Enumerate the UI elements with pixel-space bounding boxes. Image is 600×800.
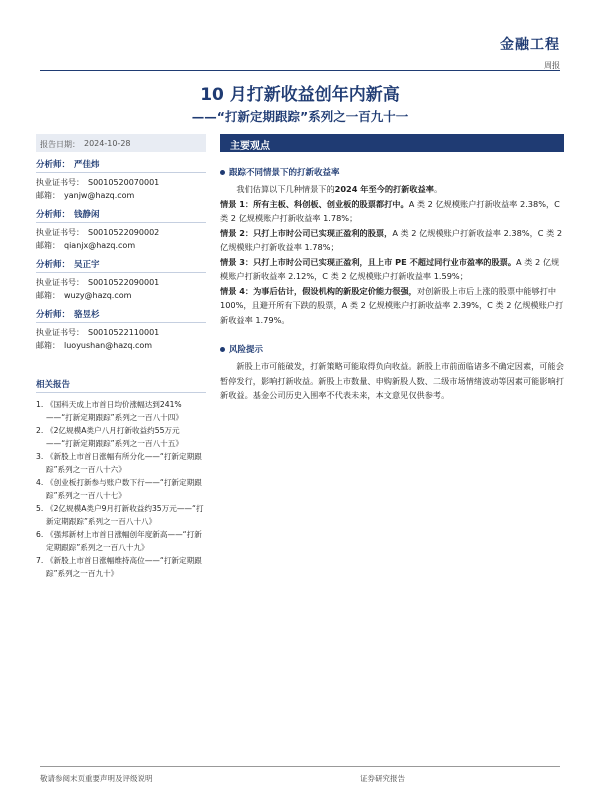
bullet-heading-text: 风险提示: [229, 345, 264, 355]
analyst-role: 分析师：: [36, 160, 71, 170]
analyst-role: 分析师：: [36, 310, 71, 320]
bullet-heading-text: 跟踪不同情景下的打新收益率: [229, 168, 340, 178]
scenario-2: [220, 226, 564, 255]
analyst-card: [36, 208, 206, 252]
scenario-3: [220, 255, 564, 284]
item-text: 《2亿规模A类户八月打新收益约55万元——“打新定期跟踪”系列之一百八十五》: [46, 426, 183, 448]
item-text: 《国科天成上市首日均价涨幅达到241%——“打新定期跟踪”系列之一百八十四》: [46, 400, 183, 422]
scenario-label: 情景 3：只打上市时公司已实现正盈利，且上市 PE 不超过同行业市盈率的股票。: [220, 256, 517, 267]
brand-block: [500, 34, 560, 71]
cert-number: S0010520070001: [88, 178, 160, 187]
list-item[interactable]: [36, 477, 206, 502]
risk-text: 新股上市可能破发，打新策略可能取得负向收益。新股上市前面临诸多不确定因素，可能会暂停发行，影响打新收益。新股上市数量、申购新股人数、二级市场情绪波动等因素可能影响打新收益。基金公司历史入围率不代表未来，本文意见仅供参考。: [220, 361, 564, 400]
item-number: 2.: [36, 426, 44, 435]
main-column: [220, 134, 564, 403]
item-number: 5.: [36, 504, 44, 513]
analyst-role: 分析师：: [36, 260, 71, 270]
scenario-text: A 类 2 亿规模账户打新收益率 2.12%，C 类 2 亿规模账户打新收益率 1.59%；: [220, 256, 560, 281]
related-reports-list: [36, 399, 206, 580]
scenario-text: A 类 2 亿规模账户打新收益率 2.38%，C 类 2 亿规模账户打新收益率 1.78%；: [220, 227, 563, 252]
report-date-bar: [36, 134, 206, 152]
bottom-divider: [40, 766, 560, 767]
list-item[interactable]: [36, 399, 206, 424]
item-number: 4.: [36, 478, 44, 487]
email-link[interactable]: wuzy@hazq.com: [64, 291, 132, 300]
list-item[interactable]: [36, 425, 206, 450]
intro-bold: 2024 年至今的打新收益率: [334, 184, 434, 194]
item-text: 《新股上市首日涨幅维持高位——“打新定期跟踪”系列之一百九十》: [46, 556, 202, 578]
top-divider: [40, 70, 560, 71]
scenario-4: [220, 284, 564, 328]
cert-label: 执业证书号：: [36, 178, 84, 187]
intro-end: 。: [433, 184, 443, 194]
item-number: 1.: [36, 400, 44, 409]
bullet-dot-icon: [220, 347, 225, 352]
tracking-paragraph: [220, 182, 564, 327]
scenario-text: 对创新股上市后上涨的股票中能够打中 100%，且避开所有下跌的股票，A 类 2 亿规模账户打新收益率 2.39%，C 类 2 亿规模账户打新收益率 1.79%。: [220, 285, 564, 325]
item-number: 7.: [36, 556, 44, 565]
cert-label: 执业证书号：: [36, 228, 84, 237]
email-link[interactable]: yanjw@hazq.com: [64, 191, 135, 200]
email-label: 邮箱：: [36, 241, 60, 250]
section-title: 主要观点: [220, 134, 564, 152]
item-text: 《创业板打新参与账户数下行——“打新定期跟踪”系列之一百八十七》: [46, 478, 202, 500]
page-subtitle: ——“打新定期跟踪”系列之一百九十一: [191, 109, 409, 124]
item-number: 3.: [36, 452, 44, 461]
bullet-heading: [220, 343, 564, 355]
cert-number: S0010522110001: [88, 328, 160, 337]
footer-disclaimer: 敬请参阅末页重要声明及评级说明: [40, 774, 153, 783]
scenario-label: 情景 4：为事后估计，假设机构的新股定价能力很强，: [220, 285, 417, 296]
brand-name: 金融工程: [500, 37, 560, 53]
report-type: 周报: [544, 61, 560, 70]
item-text: 《2亿规模A类户9月打新收益约35万元——“打新定期跟踪”系列之一百八十八》: [46, 504, 204, 526]
cert-label: 执业证书号：: [36, 278, 84, 287]
email-link[interactable]: qianjx@hazq.com: [64, 241, 136, 250]
list-item[interactable]: [36, 503, 206, 528]
scenario-label: 情景 2：只打上市时公司已实现正盈利的股票，: [220, 227, 393, 238]
cert-label: 执业证书号：: [36, 328, 84, 337]
bullet-heading: [220, 166, 564, 178]
analyst-card: [36, 308, 206, 352]
cert-number: S0010522090002: [88, 228, 160, 237]
analyst-name: 吴正宇: [74, 260, 100, 270]
analyst-name: 钱静闲: [74, 210, 100, 220]
analyst-role: 分析师：: [36, 210, 71, 220]
bullet-dot-icon: [220, 170, 225, 175]
email-label: 邮箱：: [36, 191, 60, 200]
cert-number: S0010522090001: [88, 278, 160, 287]
email-label: 邮箱：: [36, 341, 60, 350]
scenario-1: [220, 197, 564, 226]
scenario-label: 情景 1：所有主板、科创板、创业板的股票都打中。: [220, 198, 409, 209]
related-reports-title: 相关报告: [36, 378, 206, 393]
page-title: 10 月打新收益创年内新高: [200, 85, 400, 105]
footer-label: 证券研究报告: [360, 774, 405, 783]
intro-line: [220, 182, 564, 197]
list-item[interactable]: [36, 555, 206, 580]
item-text: 《强邦新材上市首日涨幅创年度新高——“打新定期跟踪”系列之一百八十九》: [46, 530, 202, 552]
analyst-name: 骆昱杉: [74, 310, 100, 320]
item-text: 《新股上市首日涨幅有所分化——“打新定期跟踪”系列之一百八十六》: [46, 452, 202, 474]
item-number: 6.: [36, 530, 44, 539]
left-column: [36, 134, 206, 581]
scenario-text: A 类 2 亿规模账户打新收益率 2.38%，C 类 2 亿规模账户打新收益率 1.78%；: [220, 198, 560, 223]
report-date-label: 报告日期：: [40, 140, 80, 149]
analyst-name: 严佳炜: [74, 160, 100, 170]
email-label: 邮箱：: [36, 291, 60, 300]
intro-text: 我们估算以下几种情景下的: [236, 184, 335, 194]
analyst-card: [36, 158, 206, 202]
list-item[interactable]: [36, 529, 206, 554]
list-item[interactable]: [36, 451, 206, 476]
analyst-card: [36, 258, 206, 302]
email-link[interactable]: luoyushan@hazq.com: [64, 341, 153, 350]
risk-paragraph: [220, 359, 564, 403]
report-date-value: 2024-10-28: [84, 139, 131, 148]
